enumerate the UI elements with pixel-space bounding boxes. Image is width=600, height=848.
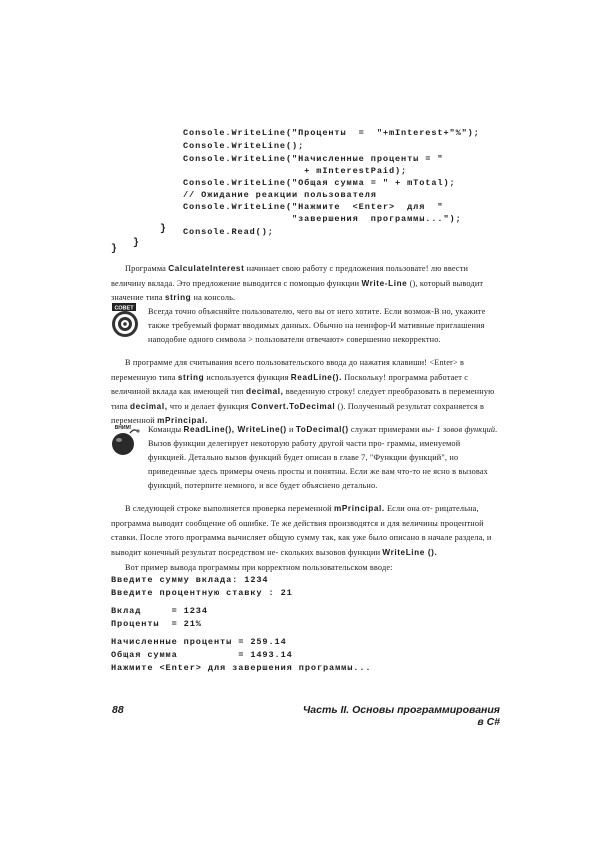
code-line: Console.Read();	[183, 227, 274, 237]
paragraph-validation	[111, 502, 499, 560]
chapter-title: Часть II. Основы программирования в C#	[302, 704, 500, 728]
text: (). Полученный результат сохраняется в переменной	[111, 401, 485, 425]
warning-bomb-icon	[108, 423, 142, 457]
tip-advice-text: Всегда точно объясняйте пользователю, чего вы от него хотите. Если возмож-В но, укажите также требуемый формат вводимых данных. Обычно на неинфор-И мативные приглашения наподобие одного символа > пользователи отвечают» совершенно некорректно.	[148, 307, 486, 344]
code-line: Console.WriteLine("Проценты = "+mInterest+"%");	[183, 128, 480, 138]
code-line: + mInterestPaid);	[183, 166, 408, 176]
emphasis: вы- 1 зовов функций.	[421, 425, 498, 434]
paragraph-intro	[111, 262, 499, 306]
text: введенную строку! следует преобразовать в переменную типа	[111, 387, 495, 411]
advice-target-icon	[108, 302, 142, 338]
code-term: WriteLine ().	[382, 547, 438, 557]
code-line: Console.WriteLine();	[183, 141, 305, 151]
code-term: Write-Line	[361, 278, 408, 288]
text: Вызов функции делегирует некоторую работу другой части про- граммы, именуемой функцией. Детально вызов функций будет описан в главе 7, "Функции функций", но приведенные здесь примеры очень просты и понятны. Если же вам что-то не ясно в вызовах функций, потерпите немного, и все будет объяснено детально.	[148, 439, 488, 490]
text: начинает свою работу с предложения пользовате! лю ввести величину вклада. Это предложение выводится с помощью функции	[111, 264, 469, 288]
text: используется функция	[204, 372, 291, 382]
code-line: Console.WriteLine("Нажмите <Enter> для "	[183, 202, 444, 212]
warning-icon-label: ВНИМ!	[114, 425, 132, 431]
output-line: Начисленные проценты = 259.14	[111, 637, 287, 647]
output-line: Нажмите <Enter> для завершения программы...	[111, 663, 372, 673]
code-line: Console.WriteLine("Общая сумма = " + mTotal);	[183, 178, 456, 188]
code-term: string	[177, 372, 205, 382]
code-term: decimal,	[130, 401, 168, 411]
text: Если она от- рицательна, программа выводит сообщение об ошибке. Те же действия производятся и для величины процентной ставки. После этого программа вычисляет общую сумму так, как уже было описано в начале раздела, и выводит конечный результат посредством не- скольких вызовов функции	[111, 504, 492, 557]
text: Поскольку! программа работает с величиной вклада как имеющей тип	[111, 372, 469, 396]
code-line: "завершения программы...");	[183, 214, 462, 224]
code-comment: // Ожидание реакции пользователя	[183, 190, 377, 200]
closing-brace: }	[111, 244, 118, 255]
page-number: 88	[112, 704, 124, 716]
tip-warning-text	[148, 423, 500, 493]
paragraph-output-intro: Вот пример вывода программы при корректном пользовательском вводе:	[125, 563, 393, 572]
code-term: string	[164, 293, 192, 302]
output-line: Вклад = 1234	[111, 606, 208, 616]
code-term: mPrincipal.	[157, 416, 208, 425]
output-line: Введите процентную ставку : 21	[111, 588, 293, 598]
code-term: ToDecimal()	[295, 425, 349, 434]
text: Команды	[148, 425, 184, 434]
code-line: Console.WriteLine("Начисленные проценты = "	[183, 154, 444, 164]
code-term: decimal,	[245, 387, 284, 396]
code-term: Convert.ToDecimal	[251, 401, 336, 411]
text: и	[286, 425, 296, 434]
text: на консоль.	[191, 293, 236, 302]
text: (), который выводит значение типа	[111, 278, 484, 302]
code-term: ReadLine().	[290, 372, 342, 382]
advice-icon-label: СОВЕТ	[114, 305, 134, 312]
text: В следующей строке выполняется проверка переменной	[125, 504, 334, 513]
code-term: ReadLine(), WriteLine()	[183, 425, 287, 434]
text: Программа	[125, 264, 169, 273]
closing-brace: }	[160, 224, 167, 235]
text: служат примерами	[348, 425, 422, 434]
text: В программе для считывания всего пользовательского ввода до нажатия клавиши! <Enter> в переменную типа	[111, 358, 465, 382]
text: что и делает функция	[167, 401, 252, 411]
closing-brace: }	[133, 238, 140, 249]
output-line: Общая сумма = 1493.14	[111, 650, 293, 660]
output-line: Проценты = 21%	[111, 619, 202, 629]
output-line: Введите сумму вклада: 1234	[111, 575, 269, 585]
paragraph-readline	[111, 356, 499, 429]
code-term: mPrincipal.	[333, 504, 385, 513]
code-term: CalculateInterest	[168, 264, 245, 273]
